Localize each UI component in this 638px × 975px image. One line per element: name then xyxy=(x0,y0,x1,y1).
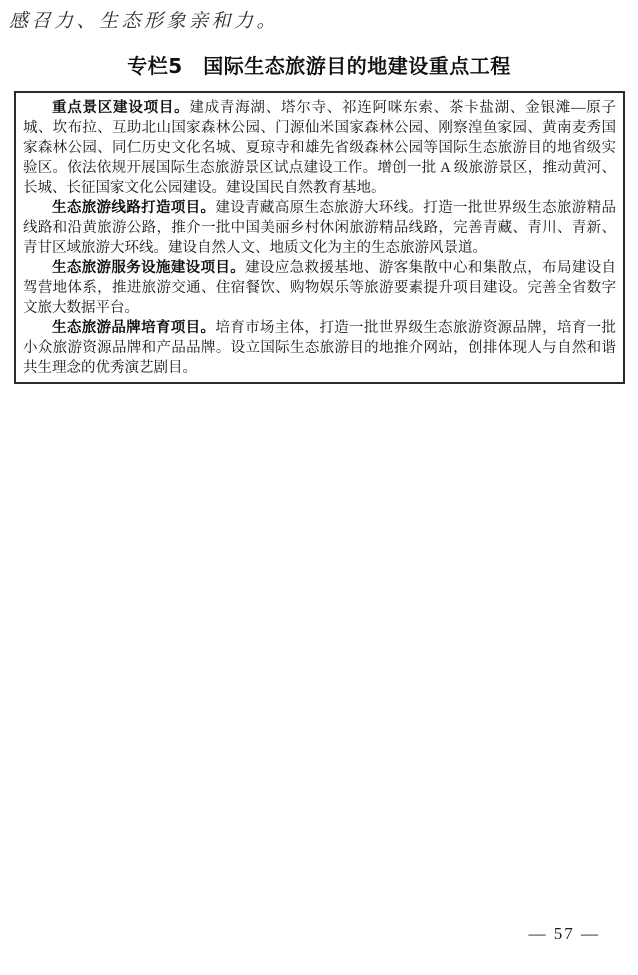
paragraph-body: 建成青海湖、塔尔寺、祁连阿咪东索、茶卡盐湖、金银滩—原子城、坎布拉、互助北山国家森林公园、门源仙米国家森林公园、刚察湟鱼家园、黄南麦秀国家森林公园、同仁历史文化名城、夏琼寺和雄先省级森林公园等国际生态旅游目的地省级实验区。依法依规开展国际生态旅游景区试点建设工作。增创一批 A 级旅游景区，推动黄河、长城、长征国家文化公园建设。建设国民自然教育基地。 xyxy=(23,100,616,196)
paragraph-body: 建设青藏高原生态旅游大环线。打造一批世界级生态旅游精品线路和沿黄旅游公路，推介一批中国美丽乡村休闲旅游精品线路，完善青藏、青川、青新、青甘区域旅游大环线。建设自然人文、地质文化为主的生态旅游风景道。 xyxy=(23,200,617,256)
paragraph-tour-routes xyxy=(23,198,616,258)
intro-text: 感召力、生态形象亲和力。 xyxy=(9,10,280,32)
paragraph-key-scenic-areas xyxy=(23,98,616,198)
paragraph-lead: 生态旅游线路打造项目。 xyxy=(52,200,216,216)
paragraph-service-facilities xyxy=(23,258,616,318)
paragraph-lead: 生态旅游品牌培育项目。 xyxy=(52,320,216,336)
paragraph-body: 培育市场主体，打造一批世界级生态旅游资源品牌，培育一批小众旅游资源品牌和产品品牌。设立国际生态旅游目的地推介网站，创排体现人与自然和谐共生理念的优秀演艺剧目。 xyxy=(23,320,617,376)
box-title: 专栏5 国际生态旅游目的地建设重点工程 xyxy=(127,54,511,78)
page-number: — 57 — xyxy=(528,924,600,943)
paragraph-brand-cultivation xyxy=(23,318,616,378)
paragraph-lead: 生态旅游服务设施建设项目。 xyxy=(52,260,246,276)
paragraph-body: 建设应急救援基地、游客集散中心和集散点，布局建设自驾营地体系，推进旅游交通、住宿餐饮、购物娱乐等旅游要素提升项目建设。完善全省数字文旅大数据平台。 xyxy=(23,260,617,316)
content-box xyxy=(14,91,625,384)
paragraph-lead: 重点景区建设项目。 xyxy=(52,100,190,116)
